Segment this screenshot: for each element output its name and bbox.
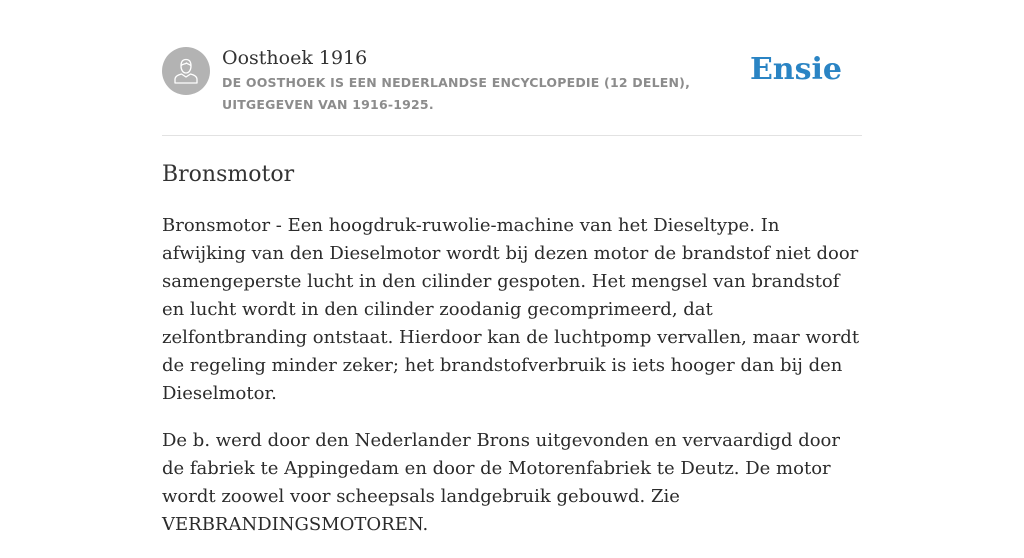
user-avatar-icon: [162, 47, 210, 95]
article-title: Bronsmotor: [162, 162, 295, 187]
source-title[interactable]: Oosthoek 1916: [222, 47, 368, 69]
source-header: [162, 46, 862, 136]
source-avatar[interactable]: [162, 47, 210, 95]
article-paragraph: Bronsmotor - Een hoogdruk-ruwolie-machine van het Dieseltype. In afwijking van den Dieselmotor wordt bij dezen motor de brandstof niet door samengeperste lucht in den cilinder gespoten. Het mengsel van brandstof en lucht wordt in den cilinder zoodanig gecomprimeerd, dat zelfontbranding ontstaat. Hierdoor kan de luchtpomp vervallen, maar wordt de regeling minder zeker; het brandstofverbruik is iets hooger dan bij den Dieselmotor.: [162, 215, 860, 404]
ensie-logo-link[interactable]: Ensie: [749, 52, 842, 87]
article-body: [162, 212, 862, 558]
source-description: DE OOSTHOEK IS EEN NEDERLANDSE ENCYCLOPEDIE (12 DELEN), UITGEGEVEN VAN 1916-1925.: [222, 75, 691, 112]
article-paragraph: De b. werd door den Nederlander Brons uitgevonden en vervaardigd door de fabriek te Appingedam en door de Motorenfabriek te Deutz. De motor wordt zoowel voor scheepsals landgebruik gebouwd. Zie VERBRANDINGSMOTOREN.: [162, 430, 840, 535]
header-divider: [162, 135, 862, 136]
